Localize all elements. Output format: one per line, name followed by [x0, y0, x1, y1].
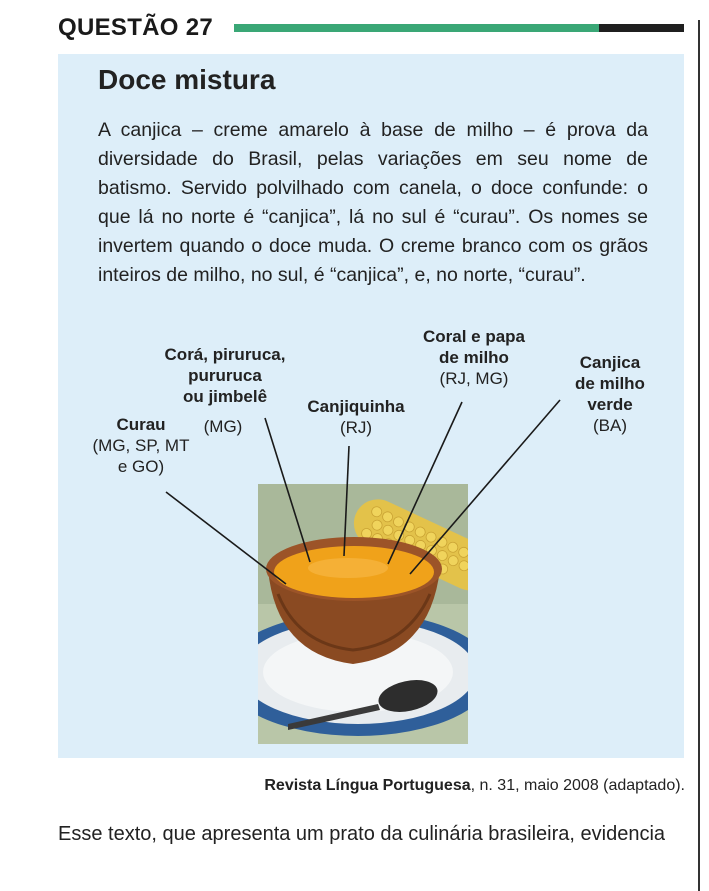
label-canjica-verde-region: (BA)	[593, 416, 627, 435]
label-cora-line3: ou jimbelê	[182, 387, 268, 406]
label-curau	[86, 414, 196, 477]
source-citation	[264, 777, 685, 795]
article-title: Doce mistura	[98, 64, 276, 95]
label-canjiquinha-region: (RJ)	[339, 418, 373, 437]
label-cora-region	[198, 416, 248, 437]
article-panel	[58, 54, 684, 758]
canjica-photo	[258, 484, 468, 744]
label-canjica-verde-line1: Canjica	[579, 353, 641, 372]
label-curau-name: Curau	[116, 415, 166, 434]
label-canjiquinha-name: Canjiquinha	[307, 397, 405, 416]
label-canjica-verde-line2: de milho	[575, 374, 645, 393]
article-text: A canjica – creme amarelo à base de milho – é prova da diversidade do Brasil, pelas variações em seu nome de batismo. Servido polvilhado com canela, o doce confunde: o que lá no norte é “canjica”, lá no sul é “curau”. Os nomes se invertem quando o doce muda. O creme branco com os grãos inteiros de milho, no sul, é “canjica”, e, no norte, “curau”.	[98, 119, 648, 286]
margin-rule	[698, 20, 700, 891]
label-coral-region: (RJ, MG)	[439, 369, 509, 388]
label-canjica-verde-line3: verde	[587, 395, 633, 414]
label-cora-region-text: (MG)	[203, 417, 243, 436]
question-number: QUESTÃO 27	[58, 14, 214, 41]
source-details: , n. 31, maio 2008 (adaptado).	[470, 777, 685, 794]
label-cora-line1: Corá, piruruca,	[164, 345, 286, 364]
label-cora-line2: pururuca	[188, 366, 262, 385]
header-bar-progress	[234, 24, 599, 32]
label-curau-region: (MG, SP, MT e GO)	[92, 436, 190, 476]
canjica-bowl-illustration	[258, 484, 468, 744]
label-coral-line1: Coral e papa	[422, 327, 526, 346]
question-stem: Esse texto, que apresenta um prato da culinária brasileira, evidencia	[58, 823, 666, 845]
label-canjiquinha	[296, 396, 416, 438]
label-canjica-verde	[550, 352, 670, 436]
source-title: Revista Língua Portuguesa	[264, 777, 471, 794]
header-bar	[234, 24, 684, 32]
label-cora	[140, 344, 310, 407]
label-coral-line2: de milho	[439, 348, 509, 367]
label-coral	[404, 326, 544, 389]
